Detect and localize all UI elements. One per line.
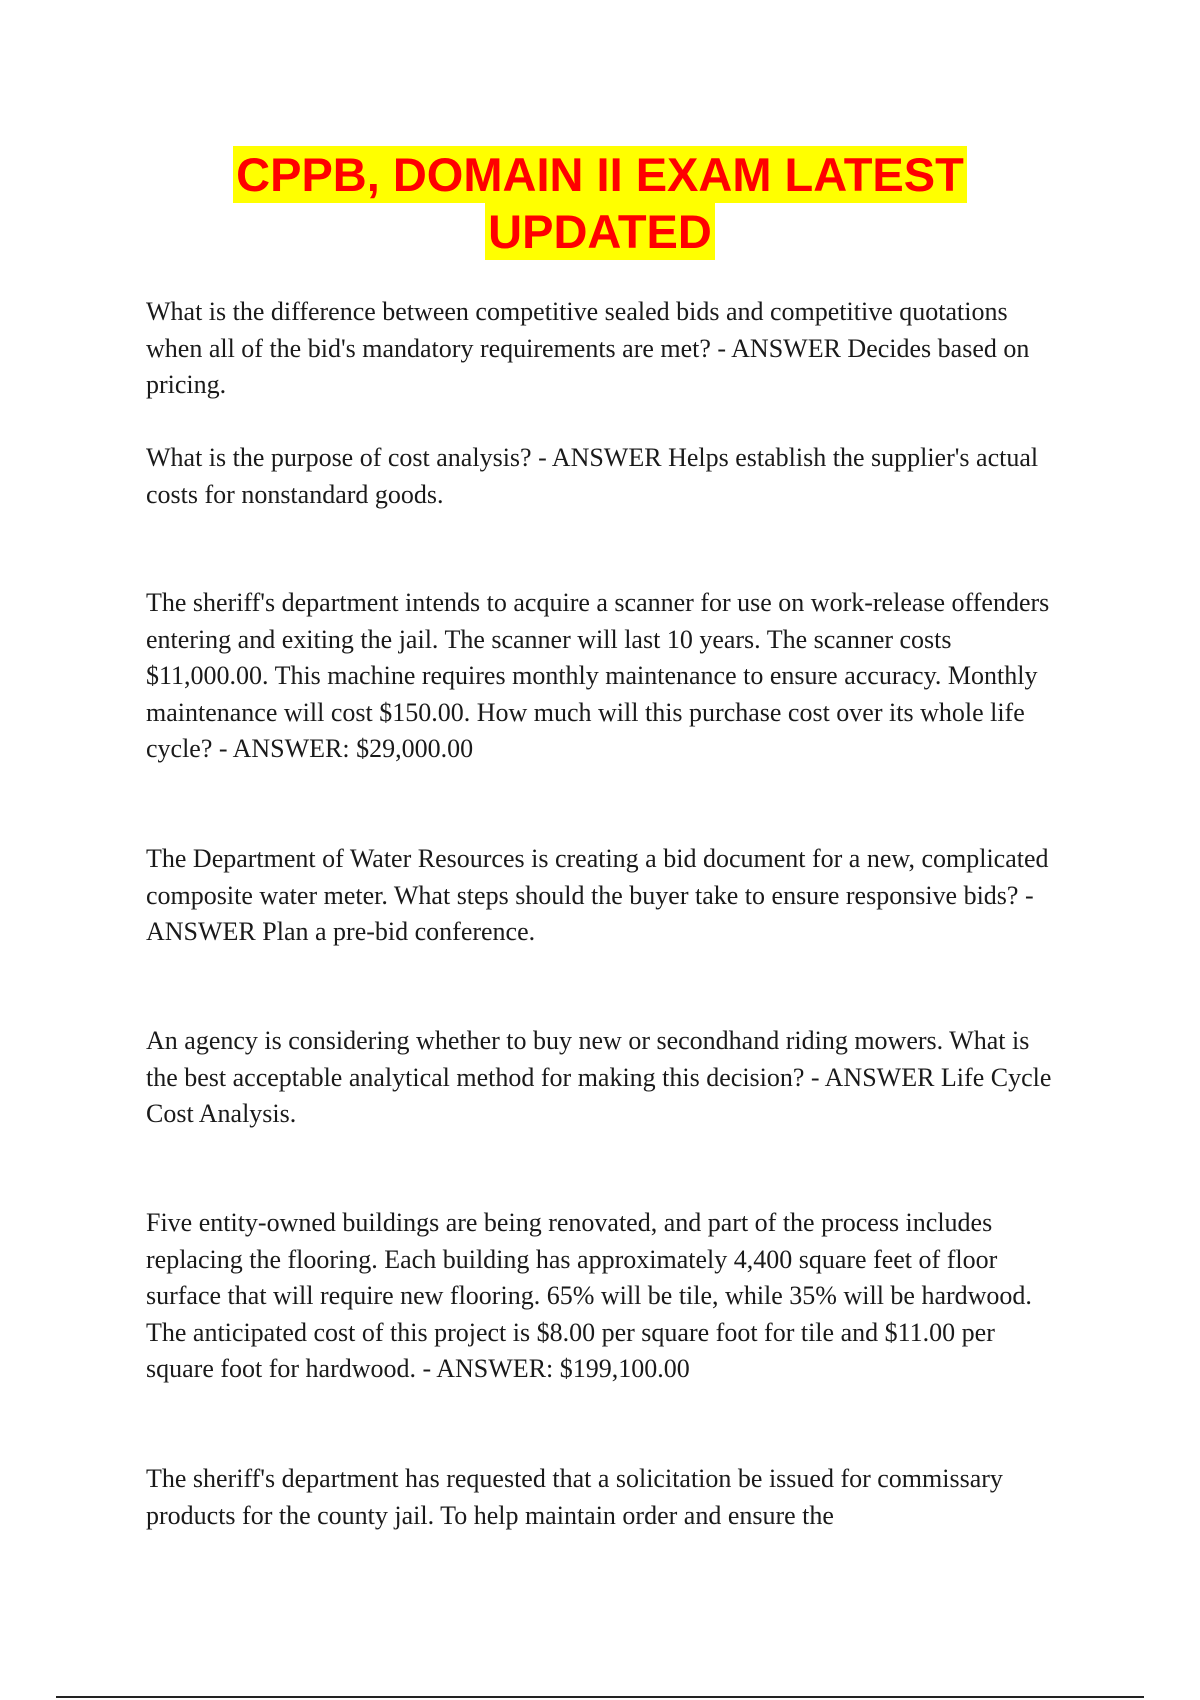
qa-item-7: The sheriff's department has requested that a solicitation be issued for commissary products for the county jail. To help maintain order and ensure the [146,1464,1003,1530]
qa-item-3: The sheriff's department intends to acquire a scanner for use on work-release offenders entering and exiting the jail. The scanner will last 10 years. The scanner costs $11,000.00. This machine requires monthly maintenance to ensure accuracy. Monthly maintenance will cost $150.00. How much will this purchase cost over its whole life cycle? - ANSWER: $29,000.00 [146,588,1050,763]
footer-divider [56,1696,1144,1698]
qa-item-6: Five entity-owned buildings are being renovated, and part of the process includes replacing the flooring. Each building has approximately 4,400 square feet of floor surface that will require new flooring. 65% will be tile, while 35% will be hardwood. The anticipated cost of this project is $8.00 per square foot for tile and $11.00 per square foot for hardwood. - ANSWER: $199,100.00 [146,1208,1032,1383]
qa-item-1: What is the difference between competitive sealed bids and competitive quotations when all of the bid's mandatory requirements are met? - ANSWER Decides based on pricing. [146,297,1030,399]
qa-item-4: The Department of Water Resources is creating a bid document for a new, complicated composite water meter. What steps should the buyer take to ensure responsive bids? - ANSWER Plan a pre-bid conference. [146,844,1049,946]
title-line-1: CPPB, DOMAIN II EXAM LATEST [233,146,967,203]
title-line-2: UPDATED [485,203,715,260]
document-title [0,146,1200,260]
qa-item-2: What is the purpose of cost analysis? - ANSWER Helps establish the supplier's actual costs for nonstandard goods. [146,443,1039,509]
qa-item-5: An agency is considering whether to buy new or secondhand riding mowers. What is the best acceptable analytical method for making this decision? - ANSWER Life Cycle Cost Analysis. [146,1026,1052,1128]
